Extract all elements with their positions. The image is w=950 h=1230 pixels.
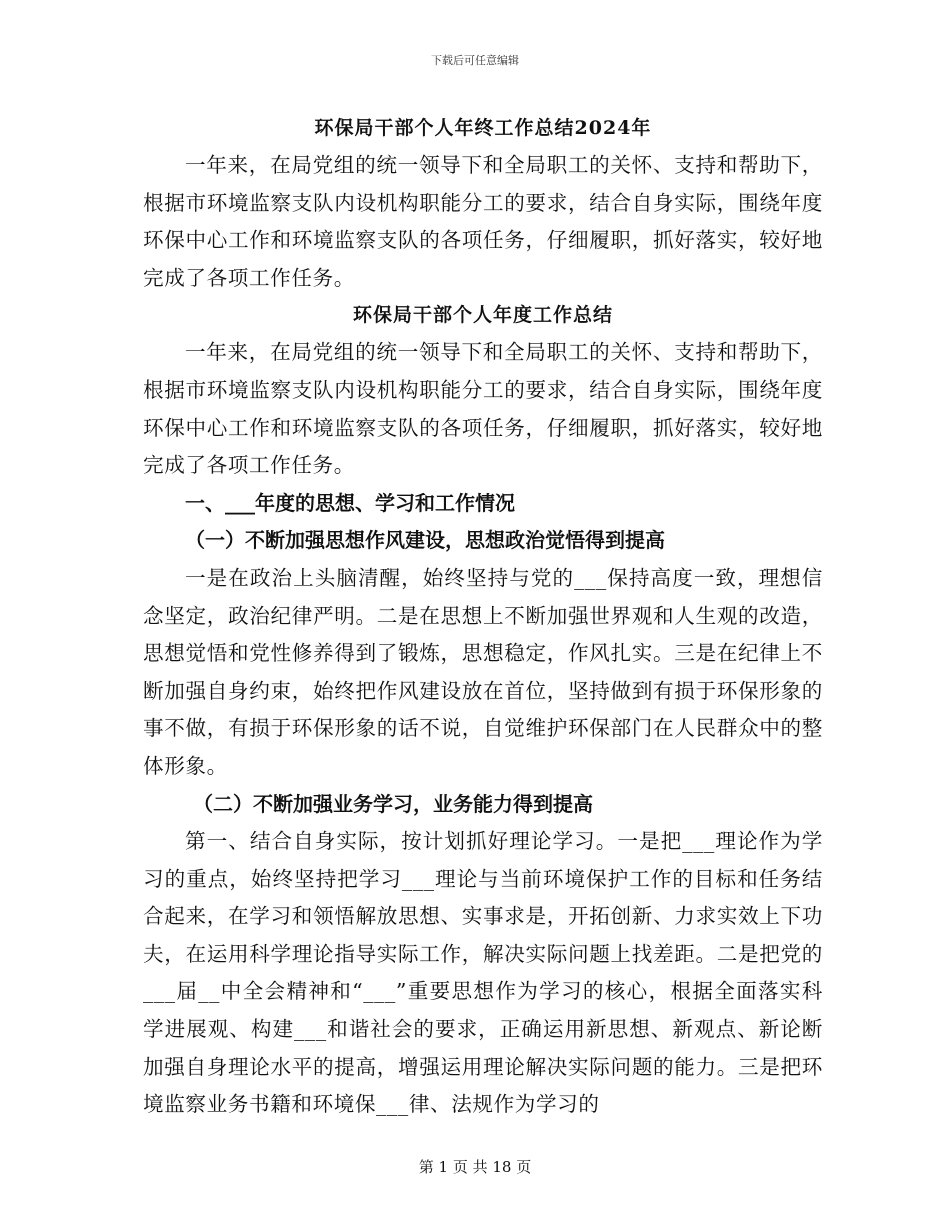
subsection-1-paragraph: 一是在政治上头脑清醒，始终坚持与党的___保持高度一致，理想信念坚定，政治纪律严明。二是在思想上不断加强世界观和人生观的改造，思想觉悟和党性修养得到了锻炼，思想稳定，作风扎实。三是在纪律上不断加强自身约束，始终把作风建设放在首位，坚持做到有损于环保形象的事不做，有损于环保形象的话不说，自觉维护环保部门在人民群众中的整体形象。 <box>143 565 823 778</box>
subsection-2-paragraph: 第一、结合自身实际，按计划抓好理论学习。一是把___理论作为学习的重点，始终坚持把学习___理论与当前环境保护工作的目标和任务结合起来，在学习和领悟解放思想、实事求是，开拓创新、力求实效上下功夫，在运用科学理论指导实际工作，解决实际问题上找差距。二是把党的___届__中全会精神和“___”重要思想作为学习的核心，根据全面落实科学进展观、构建___和谐社会的要求，正确运用新思想、新观点、新论断加强自身理论水平的提高，增强运用理论解决实际问题的能力。三是把环境监察业务书籍和环境保___律、法规作为学习的 <box>143 829 823 1117</box>
document-body <box>143 110 823 1124</box>
document-subtitle: 环保局干部个人年度工作总结 <box>352 304 613 327</box>
summary-paragraph: 一年来，在局党组的统一领导下和全局职工的关怀、支持和帮助下，根据市环境监察支队内设机构职能分工的要求，结合自身实际，围绕年度环保中心工作和环境监察支队的各项任务，仔细履职，抓好落实，较好地完成了各项工作任务。 <box>143 340 823 478</box>
section-heading-1: 一、___年度的思想、学习和工作情况 <box>185 490 515 515</box>
page-header-note: 下载后可任意编辑 <box>431 54 519 67</box>
intro-paragraph: 一年来，在局党组的统一领导下和全局职工的关怀、支持和帮助下，根据市环境监察支队内设机构职能分工的要求，结合自身实际，围绕年度环保中心工作和环境监察支队的各项任务，仔细履职，抓好落实，较好地完成了各项工作任务。 <box>143 153 823 290</box>
document-title: 环保局干部个人年终工作总结2024年 <box>314 117 652 139</box>
subsection-heading-1: （一）不断加强思想作风建设，思想政治觉悟得到提高 <box>185 528 665 553</box>
subsection-heading-2: （二）不断加强业务学习，业务能力得到提高 <box>193 791 593 816</box>
page-footer-number: 第 1 页 共 18 页 <box>418 1158 532 1176</box>
